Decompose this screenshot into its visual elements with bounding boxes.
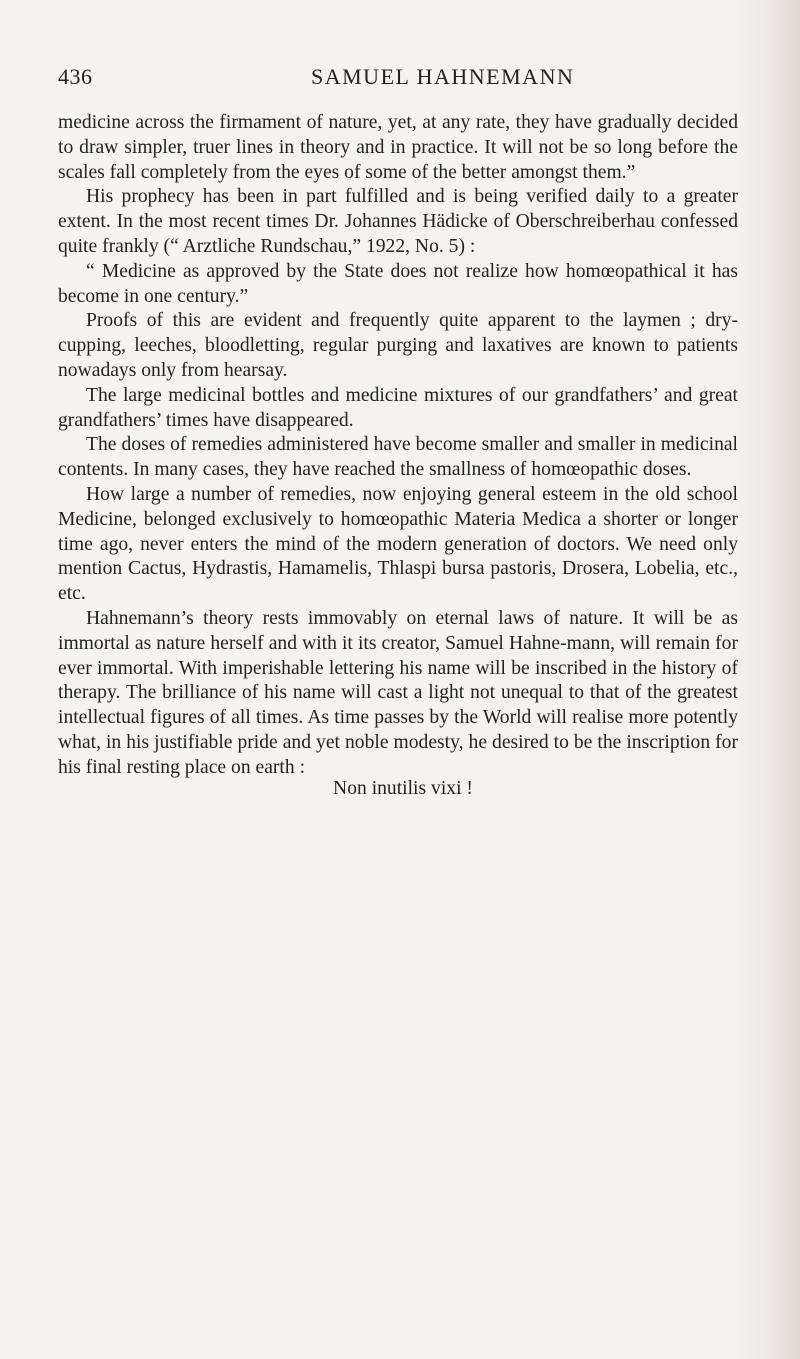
page-number: 436 — [58, 64, 93, 89]
page-header — [58, 64, 738, 104]
paragraph-remedies: How large a number of remedies, now enjoying general esteem in the old school Medicine, belonged exclusively to homœopathic Materia Medica a shorter or longer time ago, never enters the mind of the modern generation of doctors. We need only mention Cactus, Hydrastis, Hamamelis, Thlaspi bursa pastoris, Drosera, Lobelia, etc., etc. — [58, 483, 738, 605]
closing-inscription: Non inutilis vixi ! — [333, 778, 473, 799]
paragraph-prophecy: His prophecy has been in part fulfilled and is being verified daily to a greater extent. In the most recent times Dr. Johannes Hädicke of Oberschreiberhau confessed quite frankly (“ Arztliche Rundschau,” 1922, No. 5) : — [58, 186, 738, 257]
paragraph-doses: The doses of remedies administered have become smaller and smaller in medicinal contents. In many cases, they have reached the smallness of homœopathic doses. — [58, 434, 738, 481]
paragraph-continuation: medicine across the firmament of nature, yet, at any rate, they have gradually decided to draw simpler, truer lines in theory and in practice. It will not be so long before the scales fall completely from the eyes of some of the better amongst them.” — [58, 112, 738, 183]
paragraph-proofs: Proofs of this are evident and frequently quite apparent to the laymen ; dry-cupping, leeches, bloodletting, regular purging and laxatives are known to patients nowadays only from hearsay. — [58, 310, 738, 381]
body-text — [58, 111, 738, 781]
paragraph-quote: “ Medicine as approved by the State does not realize how homœopathical it has become in one century.” — [58, 260, 738, 307]
paragraph-bottles: The large medicinal bottles and medicine mixtures of our grandfathers’ and great grandfathers’ times have disappeared. — [58, 384, 738, 431]
running-head: SAMUEL HAHNEMANN — [311, 64, 575, 89]
paragraph-theory: Hahnemann’s theory rests immovably on eternal laws of nature. It will be as immortal as nature herself and with it its creator, Samuel Hahne-mann, will remain for ever immortal. With imperishable lettering his name will be inscribed in the history of therapy. The brilliance of his name will cast a light not unequal to that of the greatest intellectual figures of all times. As time passes by the World will realise more potently what, in his justifiable pride and yet noble modesty, he desired to be the inscription for his final resting place on earth : — [58, 607, 738, 778]
